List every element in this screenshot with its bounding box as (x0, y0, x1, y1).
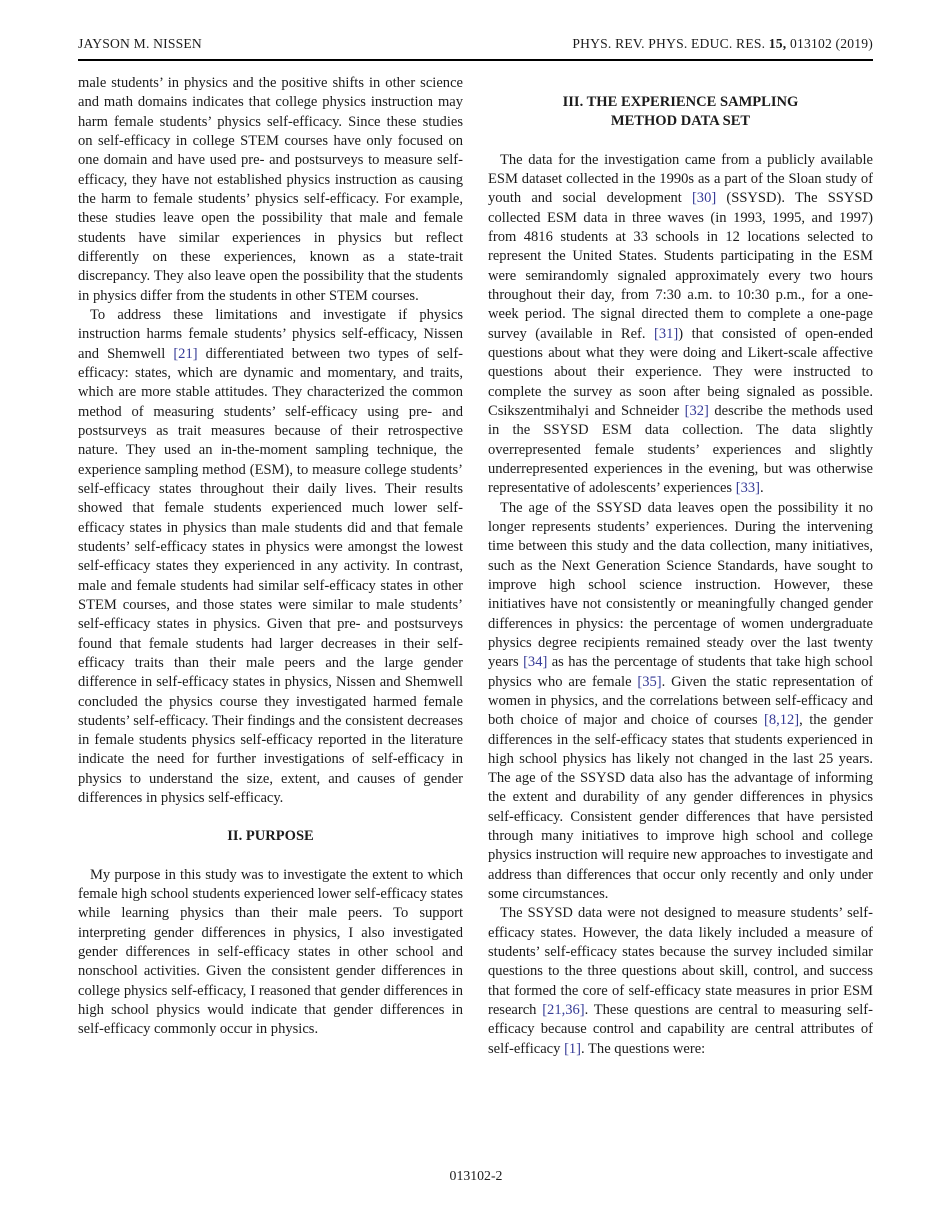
header-rule (78, 59, 873, 61)
citation-link[interactable]: [34] (523, 654, 548, 671)
running-head (78, 36, 873, 52)
paragraph: To address these limitations and investigate if physics instruction harms female students’ physics self-efficacy, Nissen and Shemwell [21] differentiated between two types of self-efficacy: states, which are dynamic and momentary, and traits, which are more stable attitudes. They characterized the common method of measuring students’ self-efficacy using pre- and postsurveys as trait measures because of their retrospective nature. They used an in-the-moment sampling technique, the experience sampling method (ESM), to measure college students’ self-efficacy states throughout their daily lives. Their results showed that female students experienced much lower self-efficacy states in physics than male students did and that female students’ self-efficacy states in physics were amongst the lowest self-efficacy states they experienced in any activity. In contrast, male and female students had similar self-efficacy states in other STEM courses, and those states were similar to male students’ self-efficacy states in physics. Given that pre- and postsurveys found that female students had larger decreases in their self-efficacy traits than their male peers and the large gender difference in self-efficacy states in physics, Nissen and Shemwell concluded the physics course they investigated harmed female students’ self-efficacy. Their findings and the consistent decreases in female students physics self-efficacy reported in the literature indicate the need for further investigations of self-efficacy in physics to understand the size, extent, and causes of gender differences in physics self-efficacy. (78, 306, 464, 807)
running-head-author: JAYSON M. NISSEN (78, 36, 202, 51)
page-number: 013102-2 (449, 1168, 503, 1183)
two-column-body (78, 74, 873, 1059)
section-heading-line: III. THE EXPERIENCE SAMPLING (562, 94, 799, 110)
section-heading (488, 93, 873, 132)
paragraph: male students’ in physics and the positive shifts in other science and math domains indicates that college physics instruction may harm female students’ physics self-efficacy. Since these studies on self-efficacy in college STEM courses have only focused on one domain and have used pre- and postsurveys to measure self-efficacy, they have not established physics instruction as causing the harm to female students’ physics self-efficacy. For example, these studies leave open the possibility that male and female students have similar experiences in physics but reflect differently on these experiences, known as a state-trait discrepancy. They also leave open the possibility that the students in physics differ from the students in other STEM courses. (78, 75, 463, 304)
left-column (78, 74, 463, 1059)
citation-link[interactable]: [21] (173, 345, 198, 362)
running-head-journal: PHYS. REV. PHYS. EDUC. RES. 15, 013102 (2019) (572, 36, 873, 51)
citation-link[interactable]: [31] (654, 325, 679, 342)
section-heading (78, 827, 463, 846)
citation-link[interactable]: [8,12] (764, 712, 800, 729)
citation-link[interactable]: [35] (637, 673, 662, 690)
journal-volume: 15, (768, 36, 787, 51)
citation-link[interactable]: [21,36] (542, 1002, 585, 1019)
citation-link[interactable]: [1] (564, 1040, 582, 1057)
paragraph: The age of the SSYSD data leaves open the possibility it no longer represents students’ experiences. During the intervening time between this study and the data collection, many initiatives, such as the Next Generation Science Standards, have sought to improve high school science instruction. However, these initiatives have not consistently or meaningfully changed gender differences in physics: the percentage of women undergraduate physics degree recipients remained steady over the last twenty years [34] as has the percentage of students that take high school physics who are female [35]. Given the static representation of women in physics, and the correlations between self-efficacy and both choice of major and choice of courses [8,12], the gender differences in the self-efficacy states that students experienced in high school physics has likely not changed in the last 25 years. The age of the SSYSD data also has the advantage of informing the extent and durability of any gender differences in physics self-efficacy. Consistent gender differences that have persisted through many initiatives to improve high school and college physics instruction will require new approaches to investigate and address than differences that occur only recently and only under some circumstances. (488, 499, 873, 903)
paragraph: My purpose in this study was to investigate the extent to which female high school students experienced lower self-efficacy states while learning physics than their male peers. To support interpreting gender differences in physics, I also investigated gender differences in self-efficacy states in other school and nonschool activities. Given the consistent gender differences in college physics self-efficacy, I reasoned that gender differences in high school physics would indicate that gender differences in self-efficacy commonly occur in physics. (78, 866, 463, 1038)
paragraph: The data for the investigation came from a publicly available ESM dataset collected in the 1990s as a part of the Sloan study of youth and social development [30] (SSYSD). The SSYSD collected ESM data in three waves (in 1993, 1995, and 1997) from 4816 students at 33 schools in 12 locations selected to represent the United States. Students participating in the ESM were semirandomly signaled approximately every two hours throughout their day, from 7:30 a.m. to 10:30 p.m., for a one-week period. The signal directed them to complete a one-page survey (available in Ref. [31]) that consisted of open-ended questions about what they were doing and Likert-scale affective questions about their experience. They were instructed to complete the survey as soon after being signaled as possible. Csikszentmihalyi and Schneider [32] describe the methods used in the SSYSD ESM data collection. The data slightly overrepresented female students’ experiences and slightly underrepresented experiences in the evening, but was otherwise representative of adolescents’ experiences [33]. (488, 151, 873, 497)
section-heading-line: METHOD DATA SET (610, 113, 751, 130)
citation-link[interactable]: [30] (691, 190, 717, 207)
citation-link[interactable]: [33] (735, 480, 760, 497)
paragraph: The SSYSD data were not designed to measure students’ self-efficacy states. However, the data likely included a measure of students’ self-efficacy states because the survey included similar questions to the three questions about skill, control, and success that formed the core of self-efficacy state measures in prior ESM research [21,36]. These questions are central to measuring self-efficacy because control and capability are central attributes of self-efficacy [1]. The questions were: (488, 905, 873, 1057)
section-heading-line: II. PURPOSE (227, 828, 314, 845)
citation-link[interactable]: [32] (684, 402, 709, 419)
right-column (488, 74, 873, 1059)
